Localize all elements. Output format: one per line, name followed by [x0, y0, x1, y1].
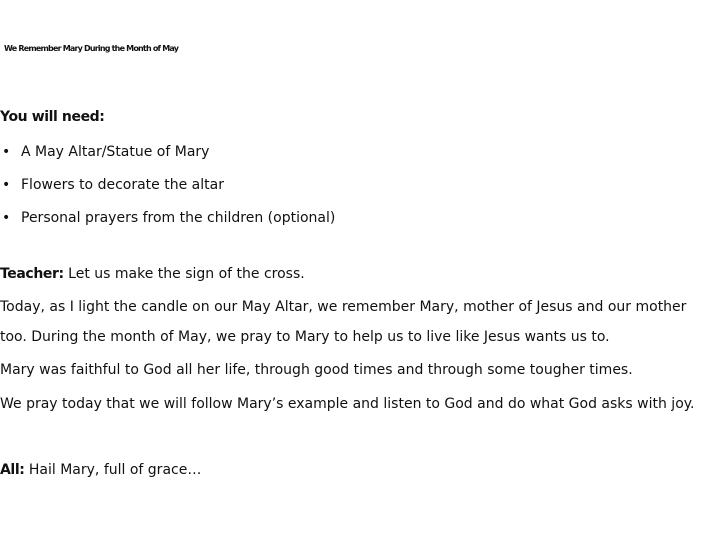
faithful-paragraph: Mary was faithful to God all her life, through good times and through some tougher times.: [0, 362, 633, 378]
candle-paragraph-line-1: Today, as I light the candle on our May Altar, we remember Mary, mother of Jesus and our mother: [0, 299, 687, 315]
needs-heading: You will need:: [0, 109, 105, 125]
teacher-label: Teacher:: [0, 266, 64, 282]
all-text: Hail Mary, full of grace…: [24, 462, 202, 478]
page-title: We Remember Mary During the Month of May: [4, 44, 179, 53]
list-item-text: Flowers to decorate the altar: [21, 177, 224, 193]
teacher-line: [0, 264, 305, 284]
prayer-paragraph: We pray today that we will follow Mary’s example and listen to God and do what God asks with joy.: [0, 396, 695, 412]
list-item-text: A May Altar/Statue of Mary: [21, 144, 210, 160]
all-line: [0, 460, 201, 480]
bullet-icon: •: [2, 210, 11, 226]
candle-paragraph-line-2: too. During the month of May, we pray to Mary to help us to live like Jesus wants us to.: [0, 329, 610, 345]
all-label: All:: [0, 462, 25, 478]
bullet-icon: •: [2, 177, 11, 193]
teacher-text: Let us make the sign of the cross.: [63, 266, 305, 282]
list-item-text: Personal prayers from the children (optional): [21, 210, 336, 226]
bullet-icon: •: [2, 144, 11, 160]
